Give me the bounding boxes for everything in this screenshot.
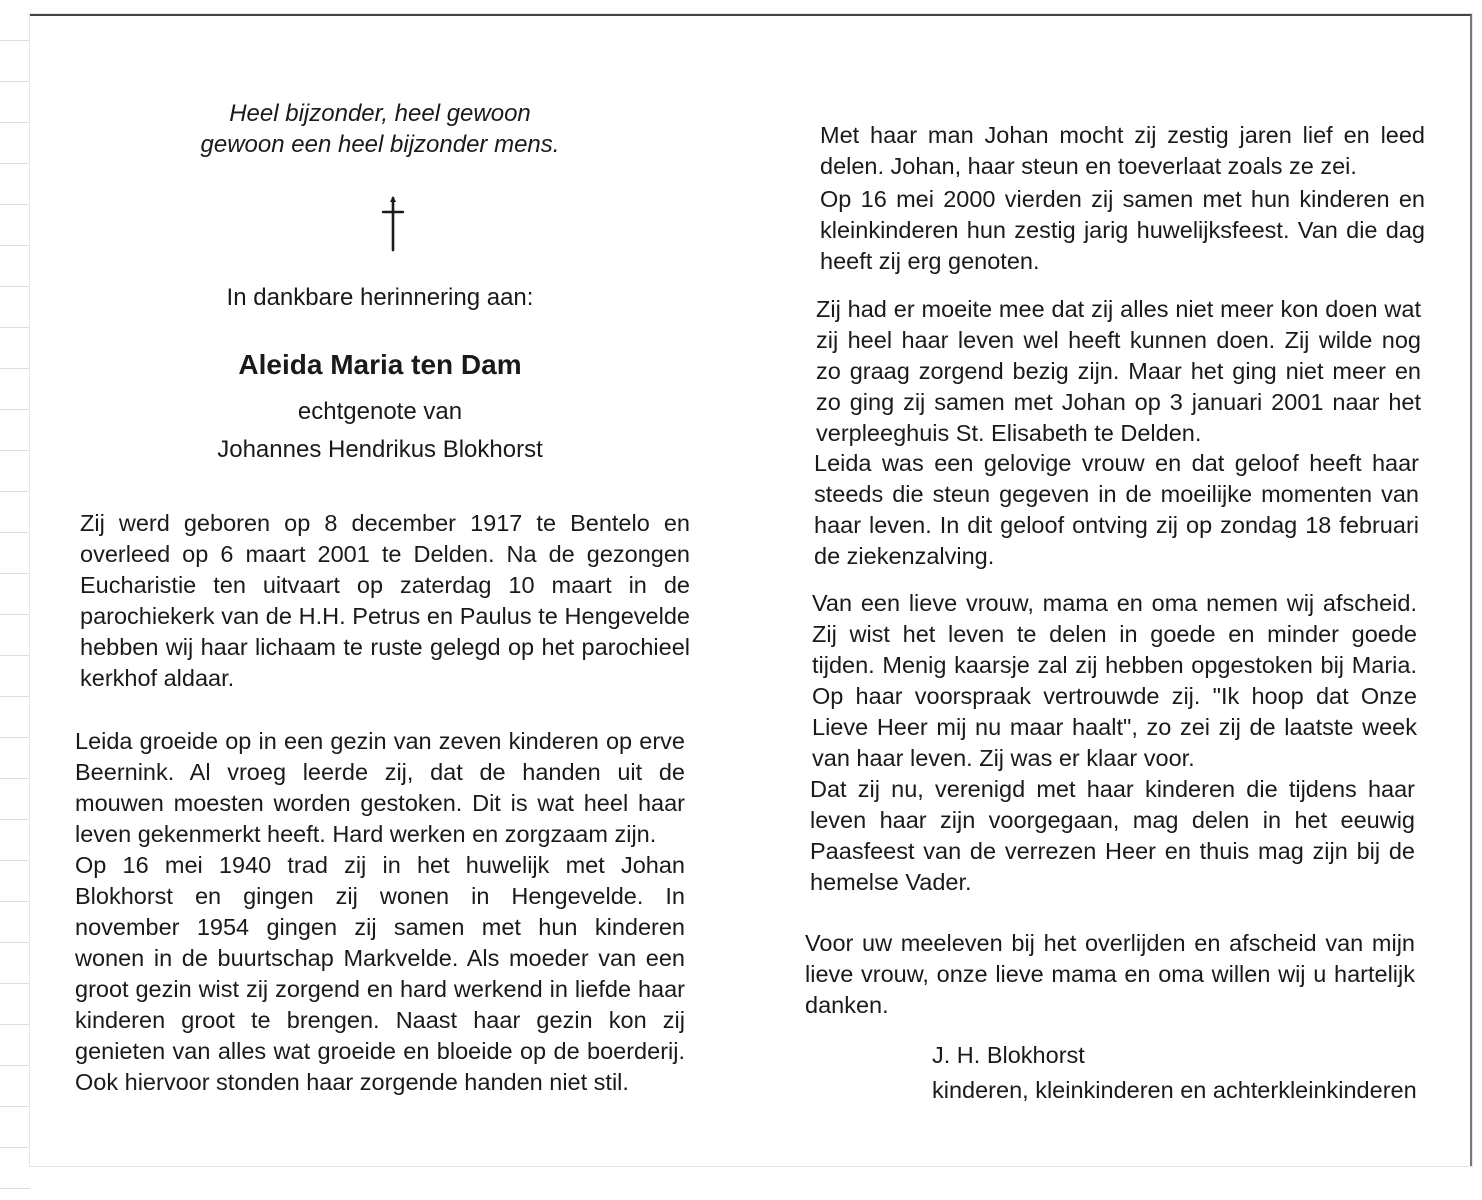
paragraph-husband: Met haar man Johan mocht zij zestig jaren lief en leed delen. Johan, haar steun en toeverlaat zoals ze zei.: [820, 122, 1425, 179]
signature-family: kinderen, kleinkinderen en achterkleinkinderen: [932, 1077, 1417, 1103]
deceased-name: Aleida Maria ten Dam: [238, 349, 522, 380]
paragraph-birth-death: Zij werd geboren op 8 december 1917 te Bentelo en overleed op 6 maart 2001 te Delden. Na de gezongen Eucharistie ten uitvaart op zaterdag 10 maart in de parochiekerk van de H.H. Petrus en Paulus te Hengevelde hebben wij haar lichaam te ruste gelegd op het parochieel kerkhof aldaar.: [80, 510, 690, 691]
paragraph-faith: Leida was een gelovige vrouw en dat geloof heeft haar steeds die steun gegeven in de moeilijke momenten van haar leven. In dit geloof ontving zij op zondag 18 februari de ziekenzalving.: [814, 450, 1419, 569]
paragraph-thanks: Voor uw meeleven bij het overlijden en afscheid van mijn lieve vrouw, onze lieve mama en oma willen wij u hartelijk danken.: [805, 930, 1415, 1018]
spouse-label: echtgenote van: [297, 398, 463, 425]
intro-text: In dankbare herinnering aan:: [226, 284, 534, 311]
paragraph-anniversary: Op 16 mei 2000 vierden zij samen met hun kinderen en kleinkinderen hun zestig jarig huwelijksfeest. Van die dag heeft zij erg genoten.: [820, 186, 1425, 274]
paragraph-childhood: Leida groeide op in een gezin van zeven kinderen op erve Beernink. Al vroeg leerde zij, dat de handen uit de mouwen moesten worden gestoken. Dit is wat heel haar leven gekenmerkt heeft. Hard werken en zorgzaam zijn.: [75, 728, 685, 847]
motto-line-2: gewoon een heel bijzonder mens.: [200, 131, 560, 158]
scan-edge: [0, 0, 30, 1200]
signature-name: J. H. Blokhorst: [932, 1042, 1085, 1068]
paragraph-farewell: Van een lieve vrouw, mama en oma nemen wij afscheid. Zij wist het leven te delen in goede en minder goede tijden. Menig kaarsje zal zij hebben opgestoken bij Maria. Op haar voorspraak vertrouwde zij. "Ik hoop dat Onze Lieve Heer mij nu maar haalt", zo zei zij de laatste week van haar leven. Zij was er klaar voor.: [812, 590, 1417, 771]
memorial-card: [30, 14, 1472, 1166]
cross-icon: [378, 196, 408, 252]
paragraph-easter: Dat zij nu, verenigd met haar kinderen die tijdens haar leven haar zijn voorgegaan, mag delen in het eeuwig Paasfeest van de verrezen Heer en thuis mag zijn bij de hemelse Vader.: [810, 776, 1415, 895]
paragraph-marriage: Op 16 mei 1940 trad zij in het huwelijk met Johan Blokhorst en gingen zij wonen in Hengevelde. In november 1954 gingen zij samen met hun kinderen wonen in de buurtschap Markvelde. Als moeder van een groot gezin wist zij zorgend en hard werkend in liefde haar kinderen groot te brengen. Naast haar gezin kon zij genieten van alles wat groeide en bloeide op de boerderij. Ook hiervoor stonden haar zorgende handen niet stil.: [75, 852, 685, 1095]
motto-line-1: Heel bijzonder, heel gewoon: [229, 100, 531, 127]
spouse-name: Johannes Hendrikus Blokhorst: [217, 436, 543, 463]
motto: [140, 98, 620, 160]
paragraph-nursing-home: Zij had er moeite mee dat zij alles niet meer kon doen wat zij heel haar leven wel heeft kunnen doen. Zij wilde nog zo graag zorgend bezig zijn. Maar het ging niet meer en zo ging zij samen met Johan op 3 januari 2001 naar het verpleeghuis St. Elisabeth te Delden.: [816, 296, 1421, 446]
